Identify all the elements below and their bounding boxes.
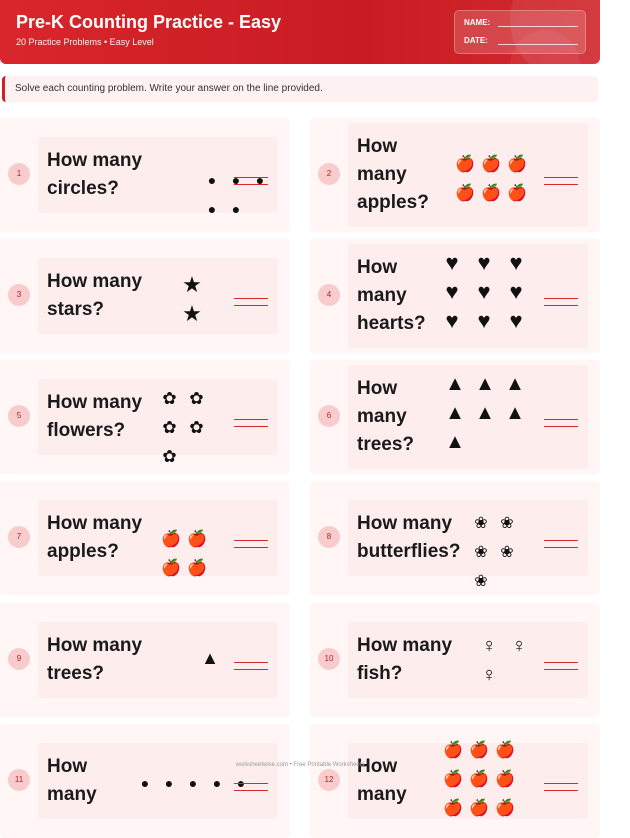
heart-icon: ♥ <box>477 249 491 275</box>
triangle-icon: ▲ <box>505 402 525 424</box>
problem-question: How many <box>357 756 407 805</box>
problem-question: How many <box>47 756 97 805</box>
problem-card <box>0 724 290 838</box>
problem-number-badge: 5 <box>8 405 30 427</box>
apple-icon: 🍎 <box>443 740 463 759</box>
problem-content <box>348 244 588 348</box>
flower-icon: ✿ <box>189 417 204 437</box>
worksheet-subtitle: 20 Practice Problems • Easy Level <box>16 37 154 47</box>
heart-icon: ♥ <box>477 278 491 304</box>
heart-icon: ♥ <box>509 278 523 304</box>
problem-question: How many hearts? <box>357 257 426 334</box>
name-field[interactable] <box>498 19 578 27</box>
circle-icon: ● <box>231 171 241 188</box>
answer-line[interactable] <box>234 783 268 791</box>
problem-card <box>310 724 600 838</box>
answer-line[interactable] <box>234 298 268 306</box>
problem-question: How many trees? <box>357 378 415 455</box>
name-date-box <box>454 10 586 54</box>
count-icons <box>200 165 272 223</box>
problem-content <box>38 622 278 698</box>
problem-card <box>0 481 290 595</box>
problem-question: How many apples? <box>357 136 429 213</box>
circle-icon: ● <box>207 200 217 217</box>
flower-icon: ✿ <box>162 417 177 437</box>
count-icons <box>196 644 224 673</box>
instructions-banner: Solve each counting problem. Write your answer on the line provided. <box>2 76 598 102</box>
circle-icon: ● <box>236 774 246 791</box>
count-icons <box>440 370 530 457</box>
count-icons <box>436 248 532 335</box>
problem-number-badge: 11 <box>8 769 30 791</box>
date-field[interactable] <box>498 37 578 45</box>
triangle-icon: ▲ <box>445 373 465 395</box>
problem-question: How many apples? <box>47 513 143 562</box>
problem-content <box>348 740 588 819</box>
problem-card <box>310 360 600 474</box>
star-icon: ★ <box>182 271 202 297</box>
apple-icon: 🍎 <box>161 558 181 577</box>
problem-card <box>310 239 600 353</box>
circle-icon: ● <box>255 171 265 188</box>
problem-number-badge: 2 <box>318 163 340 185</box>
apple-icon: 🍎 <box>187 558 207 577</box>
butterfly-icon: ❀ <box>500 543 514 561</box>
answer-line[interactable] <box>234 419 268 427</box>
answer-line[interactable] <box>544 419 578 427</box>
answer-line[interactable] <box>544 177 578 185</box>
problem-question: How many butterflies? <box>357 513 461 562</box>
triangle-icon: ▲ <box>505 373 525 395</box>
butterfly-icon: ❀ <box>474 572 488 590</box>
problem-number-badge: 8 <box>318 526 340 548</box>
worksheet-header <box>0 0 600 64</box>
apple-icon: 🍎 <box>495 740 515 759</box>
worksheet-title: Pre-K Counting Practice - Easy <box>16 12 282 32</box>
problem-content <box>348 500 588 590</box>
apple-icon: 🍎 <box>495 769 515 788</box>
problem-number-badge: 1 <box>8 163 30 185</box>
problem-number-badge: 12 <box>318 769 340 791</box>
name-label: NAME: <box>464 18 491 27</box>
heart-icon: ♥ <box>445 249 459 275</box>
count-icons <box>156 384 210 471</box>
problem-number-badge: 4 <box>318 284 340 306</box>
butterfly-icon: ❀ <box>474 543 488 561</box>
count-icons <box>176 270 208 328</box>
apple-icon: 🍎 <box>443 798 463 817</box>
problem-content <box>38 258 278 334</box>
triangle-icon: ▲ <box>475 373 495 395</box>
apple-icon: 🍎 <box>187 529 207 548</box>
problem-question: How many stars? <box>47 271 143 320</box>
apple-icon: 🍎 <box>507 154 527 173</box>
problem-content <box>348 622 588 698</box>
apple-icon: 🍎 <box>161 529 181 548</box>
answer-line[interactable] <box>544 540 578 548</box>
count-icons <box>440 735 518 822</box>
page-footer: worksheetwise.com • Free Printable Worksheets <box>235 762 365 768</box>
apple-icon: 🍎 <box>495 798 515 817</box>
answer-line[interactable] <box>234 662 268 670</box>
triangle-icon: ▲ <box>201 648 219 668</box>
fish-icon: ♀ <box>481 664 497 686</box>
count-icons <box>158 524 210 582</box>
count-icons <box>452 149 530 207</box>
problem-number-badge: 9 <box>8 648 30 670</box>
heart-icon: ♥ <box>509 249 523 275</box>
triangle-icon: ▲ <box>475 402 495 424</box>
problem-number-badge: 10 <box>318 648 340 670</box>
problem-question: How many trees? <box>47 635 143 684</box>
problem-number-badge: 6 <box>318 405 340 427</box>
problem-card <box>310 481 600 595</box>
apple-icon: 🍎 <box>481 183 501 202</box>
butterfly-icon: ❀ <box>500 514 514 532</box>
count-icons <box>474 632 534 690</box>
triangle-icon: ▲ <box>445 402 465 424</box>
heart-icon: ♥ <box>445 278 459 304</box>
circle-icon: ● <box>188 774 198 791</box>
problem-card <box>310 118 600 232</box>
problem-number-badge: 3 <box>8 284 30 306</box>
answer-line[interactable] <box>234 540 268 548</box>
fish-icon: ♀ <box>511 635 527 657</box>
problem-content <box>348 365 588 469</box>
butterfly-icon: ❀ <box>474 514 488 532</box>
circle-icon: ● <box>231 200 241 217</box>
flower-icon: ✿ <box>189 388 204 408</box>
problem-content <box>38 137 278 217</box>
answer-line[interactable] <box>544 298 578 306</box>
problem-card <box>0 118 290 232</box>
count-icons <box>468 508 520 595</box>
apple-icon: 🍎 <box>469 798 489 817</box>
circle-icon: ● <box>164 774 174 791</box>
flower-icon: ✿ <box>162 388 177 408</box>
problem-question: How many circles? <box>47 150 143 199</box>
star-icon: ★ <box>182 300 202 326</box>
answer-line[interactable] <box>544 783 578 791</box>
problem-card <box>0 360 290 474</box>
apple-icon: 🍎 <box>469 769 489 788</box>
circle-icon: ● <box>140 774 150 791</box>
answer-line[interactable] <box>234 177 268 185</box>
answer-line[interactable] <box>544 662 578 670</box>
problem-card <box>310 603 600 717</box>
apple-icon: 🍎 <box>455 183 475 202</box>
apple-icon: 🍎 <box>469 740 489 759</box>
apple-icon: 🍎 <box>481 154 501 173</box>
date-label: DATE: <box>464 36 488 45</box>
triangle-icon: ▲ <box>445 431 465 453</box>
apple-icon: 🍎 <box>507 183 527 202</box>
apple-icon: 🍎 <box>443 769 463 788</box>
problem-question: How many fish? <box>357 635 453 684</box>
problem-card <box>0 239 290 353</box>
problem-card <box>0 603 290 717</box>
problem-question: How many flowers? <box>47 392 143 441</box>
circle-icon: ● <box>212 774 222 791</box>
problem-content <box>38 500 278 576</box>
fish-icon: ♀ <box>481 635 497 657</box>
heart-icon: ♥ <box>477 307 491 333</box>
problem-number-badge: 7 <box>8 526 30 548</box>
apple-icon: 🍎 <box>455 154 475 173</box>
flower-icon: ✿ <box>162 446 177 466</box>
heart-icon: ♥ <box>509 307 523 333</box>
problem-content <box>38 743 278 819</box>
problem-content <box>348 123 588 227</box>
circle-icon: ● <box>207 171 217 188</box>
problem-content <box>38 379 278 466</box>
heart-icon: ♥ <box>445 307 459 333</box>
